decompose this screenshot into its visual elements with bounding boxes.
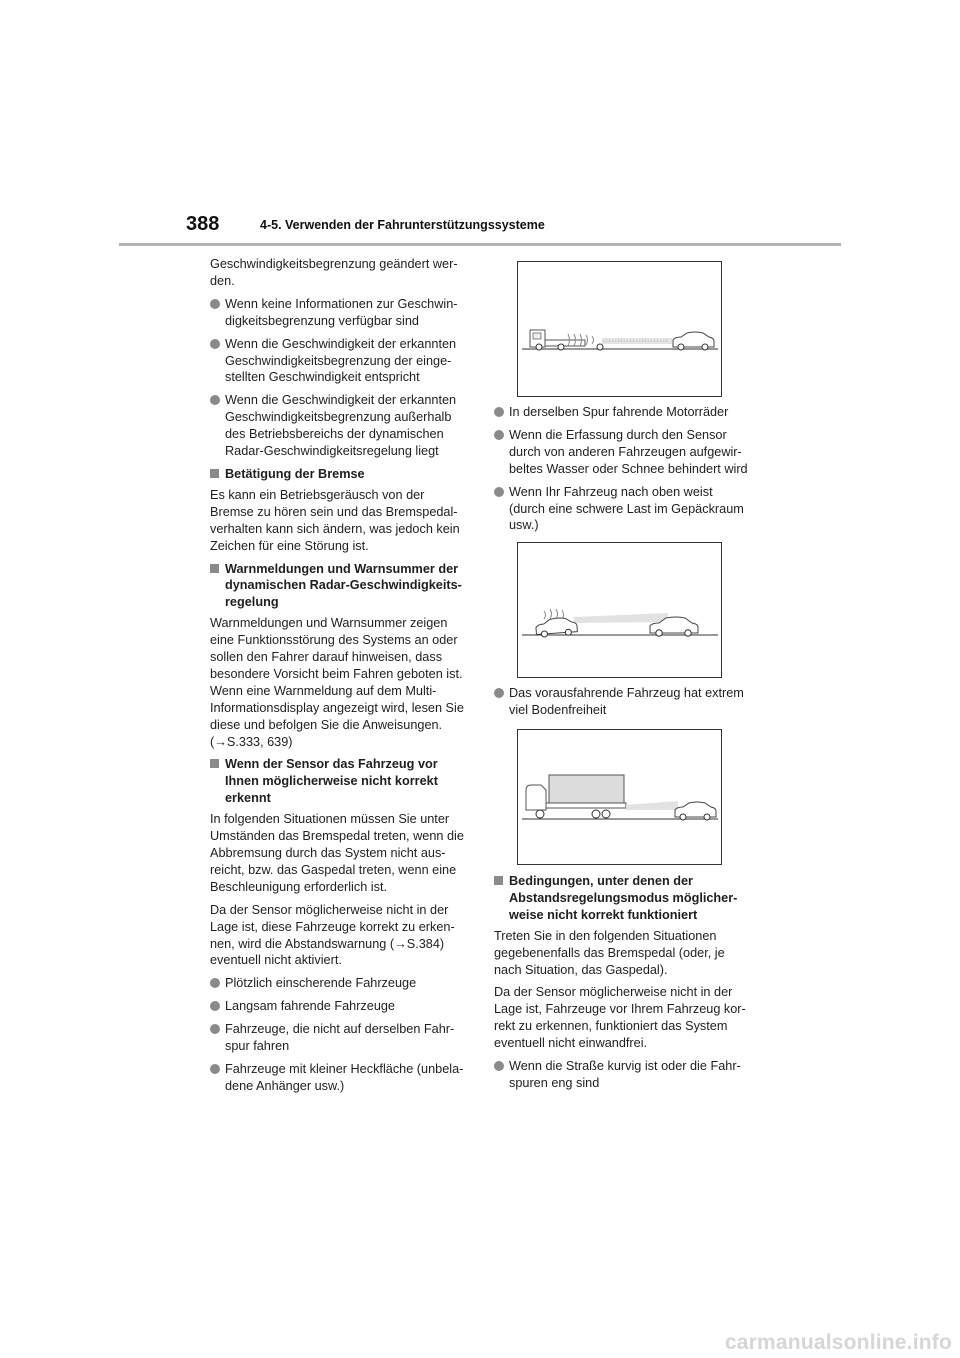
right-column-bottom (494, 873, 752, 1098)
bullet-item (494, 685, 752, 719)
bullet-dot-icon (210, 339, 220, 349)
intro-text: Geschwindigkeitsbegrenzung geändert wer-den. (210, 257, 458, 288)
bullet-dot-icon (494, 688, 504, 698)
section-heading-brake (210, 466, 468, 483)
illustration-unloaded-trailer (517, 261, 722, 397)
square-bullet-icon (210, 564, 219, 573)
bullet-item (494, 404, 752, 421)
header-rule (119, 243, 841, 246)
bullet-dot-icon (494, 407, 504, 417)
conditions-text-1: Treten Sie in den folgenden Situationen gegebenenfalls das Bremspedal (oder, je nach Situation, das Gaspedal). (494, 928, 725, 977)
bullet-text: Fahrzeuge, die nicht auf derselben Fahr-spur fahren (225, 1022, 455, 1054)
square-bullet-icon (494, 876, 503, 885)
bullet-text: In derselben Spur fahrende Motorräder (509, 405, 729, 419)
bullet-dot-icon (494, 487, 504, 497)
square-bullet-icon (210, 469, 219, 478)
bullet-dot-icon (210, 1064, 220, 1074)
right-column-middle (494, 685, 752, 725)
pitch-illustration (518, 543, 723, 679)
page-number: 388 (186, 213, 220, 235)
bullet-item (494, 484, 752, 535)
bullet-dot-icon (210, 978, 220, 988)
section-heading-sensor (210, 756, 468, 807)
heading-text: Wenn der Sensor das Fahrzeug vor Ihnen möglicherweise nicht korrekt erkennt (225, 757, 438, 806)
heading-text: Warnmeldungen und Warnsummer der dynamischen Radar-Geschwindigkeits-regelung (225, 561, 462, 610)
sensor-text-1: In folgenden Situationen müssen Sie unter Umständen das Bremspedal treten, wenn die Abbremsung durch das System nicht aus-reicht, bzw. das Gaspedal treten, wenn eine Beschleunigung erforderlich ist. (210, 812, 464, 894)
bullet-text: Wenn die Erfassung durch den Sensor durch von anderen Fahrzeugen aufgewir-beltes Wasser oder Schnee behindert wird (509, 427, 748, 476)
square-bullet-icon (210, 759, 219, 768)
section-heading-conditions (494, 873, 752, 924)
warnings-text: Warnmeldungen und Warnsummer zeigen eine Funktionsstörung des Systems an oder sollen den Fahrer darauf hinweisen, dass besondere Vorsicht beim Fahren geboten ist. Wenn eine Warnmeldung auf dem Multi-Informationsdisplay angezeigt wird, lesen Sie diese und befolgen Sie die Anweisungen. (→S.333, 639) (210, 616, 464, 749)
heading-text: Betätigung der Bremse (225, 466, 365, 481)
illustration-high-clearance-truck (517, 729, 722, 865)
chapter-title: 4-5. Verwenden der Fahrunterstützungssysteme (260, 218, 545, 232)
bullet-text: Wenn die Geschwindigkeit der erkannten Geschwindigkeitsbegrenzung der einge-stellten Geschwindigkeit entspricht (225, 336, 457, 385)
brake-text: Es kann ein Betriebsgeräusch von der Bremse zu hören sein und das Bremspedal-verhalten kann sich ändern, was jedoch kein Zeichen für eine Störung ist. (210, 487, 460, 553)
bullet-item (494, 1058, 752, 1092)
bullet-item (210, 392, 468, 460)
right-column-top (494, 404, 752, 540)
sensor-text-2: Da der Sensor möglicherweise nicht in der Lage ist, diese Fahrzeuge korrekt zu erken-nen, wird die Abstandswarnung (→S.384) eventuell nicht aktiviert. (210, 902, 455, 968)
bullet-text: Langsam fahrende Fahrzeuge (225, 999, 395, 1014)
bullet-dot-icon (210, 1024, 220, 1034)
bullet-dot-icon (210, 299, 220, 309)
bullet-item (210, 998, 468, 1015)
bullet-item (210, 1021, 468, 1055)
bullet-text: Wenn keine Informationen zur Geschwin-digkeitsbegrenzung verfügbar sind (225, 296, 458, 328)
bullet-item (494, 427, 752, 478)
bullet-item (210, 296, 468, 330)
bullet-text: Plötzlich einscherende Fahrzeuge (225, 976, 417, 991)
heading-text: Bedingungen, unter denen der Abstandsregelungsmodus möglicher-weise nicht korrekt funktioniert (509, 874, 738, 922)
clearance-illustration (518, 730, 723, 866)
bullet-text: Fahrzeuge mit kleiner Heckfläche (unbela-dene Anhänger usw.) (225, 1061, 464, 1093)
bullet-item (210, 975, 468, 992)
watermark: carmanualsonline.info (724, 1331, 952, 1355)
bullet-dot-icon (494, 1061, 504, 1071)
bullet-item (210, 336, 468, 387)
conditions-text-2: Da der Sensor möglicherweise nicht in der Lage ist, Fahrzeuge vor Ihrem Fahrzeug kor-rekt zu erkennen, funktioniert das System eventuell nicht einwandfrei. (494, 985, 746, 1051)
left-column (210, 256, 468, 1101)
bullet-dot-icon (210, 395, 220, 405)
bullet-text: Wenn die Straße kurvig ist oder die Fahr-spuren eng sind (509, 1059, 741, 1090)
illustration-vehicle-pointing-up (517, 542, 722, 678)
bullet-text: Wenn die Geschwindigkeit der erkannten Geschwindigkeitsbegrenzung außerhalb des Betriebsbereichs der dynamischen Radar-Geschwindigkeitsregelung liegt (225, 393, 457, 459)
section-heading-warnings (210, 561, 468, 612)
bullet-text: Das vorausfahrende Fahrzeug hat extrem viel Bodenfreiheit (509, 686, 744, 717)
bullet-text: Wenn Ihr Fahrzeug nach oben weist (durch eine schwere Last im Gepäckraum usw.) (509, 484, 744, 533)
trailer-illustration (518, 262, 723, 398)
bullet-dot-icon (210, 1001, 220, 1011)
bullet-dot-icon (494, 430, 504, 440)
bullet-item (210, 1061, 468, 1095)
